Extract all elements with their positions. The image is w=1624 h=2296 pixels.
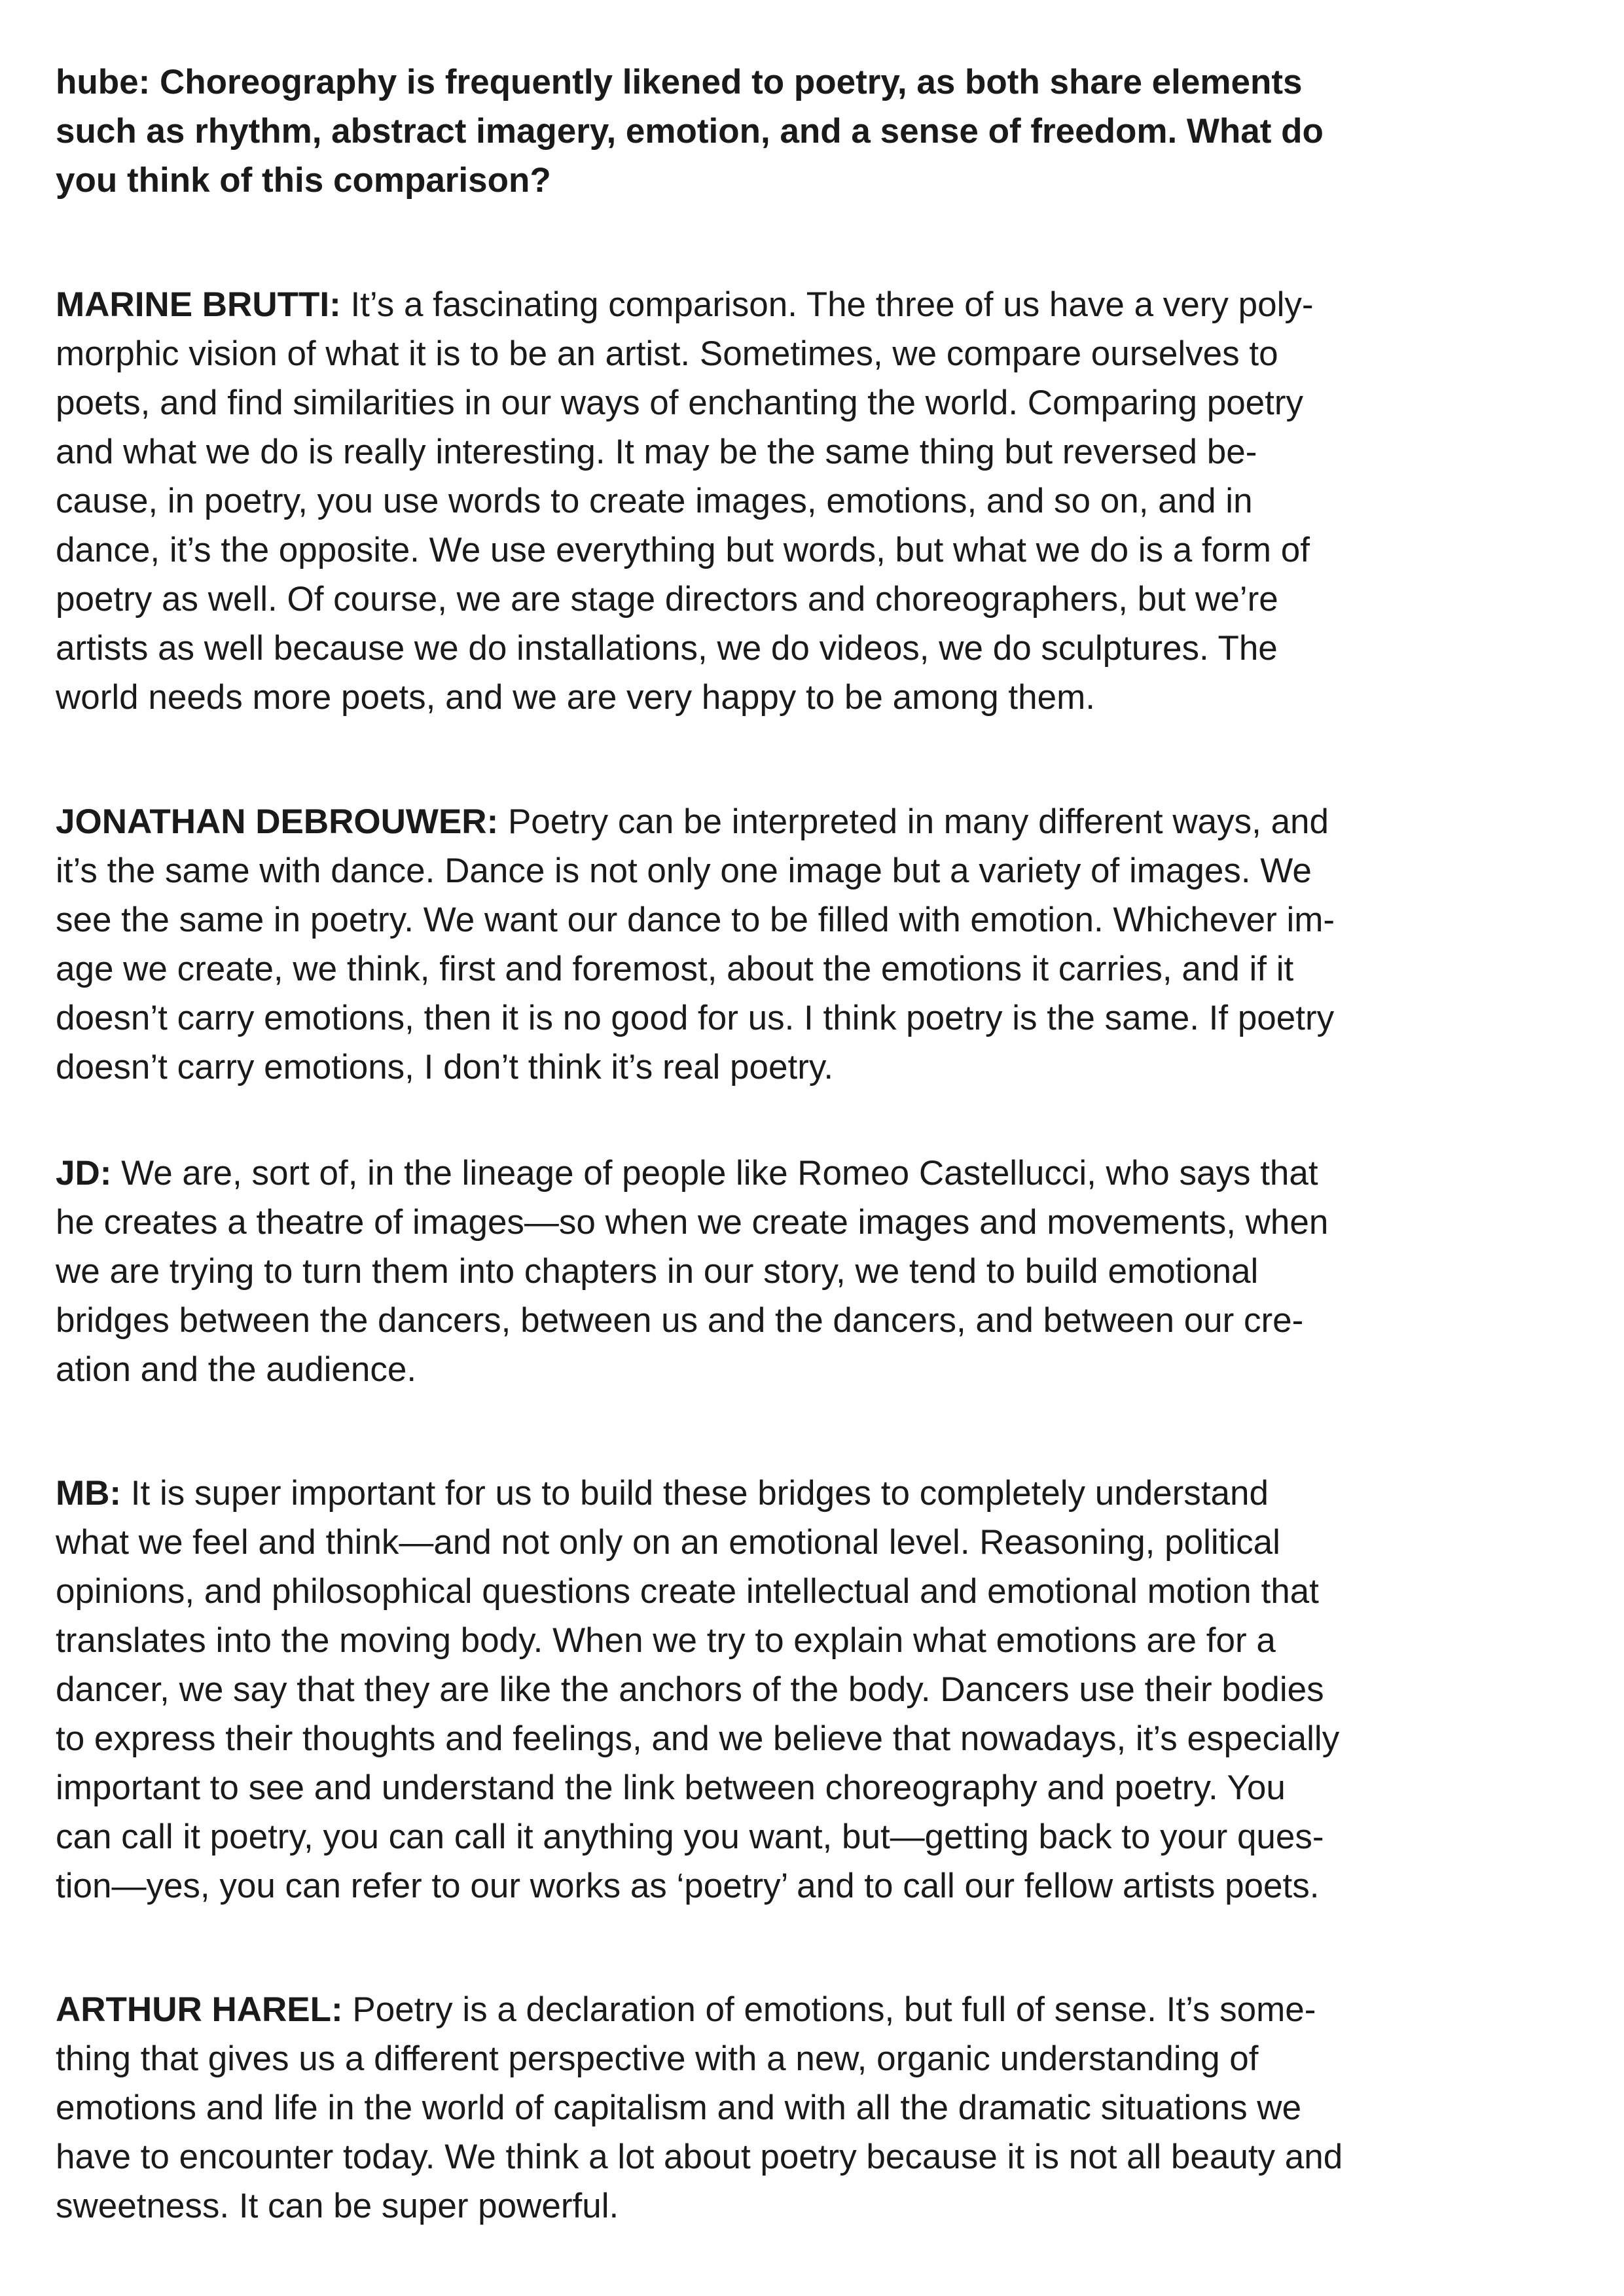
- interview-question: [56, 58, 1522, 205]
- answer-line: it’s the same with dance. Dance is not only one image but a variety of images. We: [56, 852, 1312, 890]
- answer-line: cause, in poetry, you use words to create images, emotions, and so on, and in: [56, 482, 1253, 520]
- speaker-name: MARINE BRUTTI:: [56, 285, 341, 324]
- answer-text: Poetry is a declaration of emotions, but full of sense. It’s some-: [342, 1990, 1316, 2029]
- answer-line: dance, it’s the opposite. We use everything but words, but what we do is a form of: [56, 531, 1310, 569]
- answer-line: bridges between the dancers, between us and the dancers, and between our cre-: [56, 1301, 1304, 1340]
- answer-line: he creates a theatre of images—so when we create images and movements, when: [56, 1203, 1329, 1242]
- answer-first-line: [56, 280, 1522, 329]
- answer-line: important to see and understand the link between choreography and poetry. You: [56, 1768, 1286, 1807]
- answer-line: emotions and life in the world of capitalism and with all the dramatic situations we: [56, 2089, 1302, 2127]
- answer-line: see the same in poetry. We want our dance to be filled with emotion. Whichever im-: [56, 901, 1335, 939]
- answer-line: and what we do is really interesting. It may be the same thing but reversed be-: [56, 433, 1257, 471]
- answer-first-line: [56, 1985, 1522, 2034]
- answer-line: sweetness. It can be super powerful.: [56, 2187, 619, 2225]
- answer-jd: [56, 1149, 1522, 1394]
- answer-first-line: [56, 1469, 1522, 1518]
- answer-line: tion—yes, you can refer to our works as ‘poetry’ and to call our fellow artists poets.: [56, 1867, 1320, 1905]
- answer-text: It is super important for us to build these bridges to completely understand: [121, 1474, 1269, 1513]
- speaker-name: JONATHAN DEBROUWER:: [56, 802, 499, 841]
- answer-line: doesn’t carry emotions, I don’t think it’s real poetry.: [56, 1048, 834, 1086]
- speaker-name: JD:: [56, 1154, 112, 1193]
- answer-first-line: [56, 797, 1522, 846]
- question-line: such as rhythm, abstract imagery, emotion, and a sense of freedom. What do: [56, 112, 1324, 151]
- answer-line: we are trying to turn them into chapters in our story, we tend to build emotional: [56, 1252, 1259, 1291]
- question-line: hube: Choreography is frequently likened to poetry, as both share elements: [56, 63, 1303, 101]
- answer-line: world needs more poets, and we are very happy to be among them.: [56, 678, 1095, 717]
- answer-line: opinions, and philosophical questions create intellectual and emotional motion that: [56, 1572, 1319, 1611]
- answer-jonathan-debrouwer: [56, 797, 1522, 1092]
- answer-line: ation and the audience.: [56, 1350, 417, 1389]
- answer-line: morphic vision of what it is to be an artist. Sometimes, we compare ourselves to: [56, 334, 1278, 373]
- answer-arthur-harel: [56, 1985, 1522, 2231]
- answer-line: poets, and find similarities in our ways of enchanting the world. Comparing poetry: [56, 384, 1304, 422]
- answer-line: thing that gives us a different perspective with a new, organic understanding of: [56, 2039, 1259, 2078]
- answer-line: dancer, we say that they are like the anchors of the body. Dancers use their bodies: [56, 1670, 1324, 1709]
- interview-page: [56, 58, 1522, 2231]
- answer-line: can call it poetry, you can call it anything you want, but—getting back to your ques-: [56, 1818, 1324, 1856]
- answer-line: doesn’t carry emotions, then it is no good for us. I think poetry is the same. If poetry: [56, 999, 1335, 1037]
- answer-line: to express their thoughts and feelings, and we believe that nowadays, it’s especially: [56, 1719, 1340, 1758]
- answer-line: age we create, we think, first and foremost, about the emotions it carries, and if it: [56, 950, 1294, 988]
- answer-line: poetry as well. Of course, we are stage directors and choreographers, but we’re: [56, 580, 1278, 619]
- answer-first-line: [56, 1149, 1522, 1198]
- answer-text: It’s a fascinating comparison. The three of us have a very poly-: [340, 285, 1314, 324]
- question-line: you think of this comparison?: [56, 161, 551, 200]
- speaker-name: ARTHUR HAREL:: [56, 1990, 343, 2029]
- answer-line: have to encounter today. We think a lot about poetry because it is not all beauty and: [56, 2138, 1343, 2176]
- answer-line: translates into the moving body. When we try to explain what emotions are for a: [56, 1621, 1276, 1660]
- answer-line: what we feel and think—and not only on an emotional level. Reasoning, political: [56, 1523, 1280, 1562]
- answer-mb: [56, 1469, 1522, 1910]
- answer-text: We are, sort of, in the lineage of people like Romeo Castellucci, who says that: [111, 1154, 1318, 1193]
- answer-marine-brutti: [56, 280, 1522, 722]
- answer-line: artists as well because we do installations, we do videos, we do sculptures. The: [56, 629, 1278, 668]
- speaker-name: MB:: [56, 1474, 122, 1513]
- answer-text: Poetry can be interpreted in many different ways, and: [498, 802, 1329, 841]
